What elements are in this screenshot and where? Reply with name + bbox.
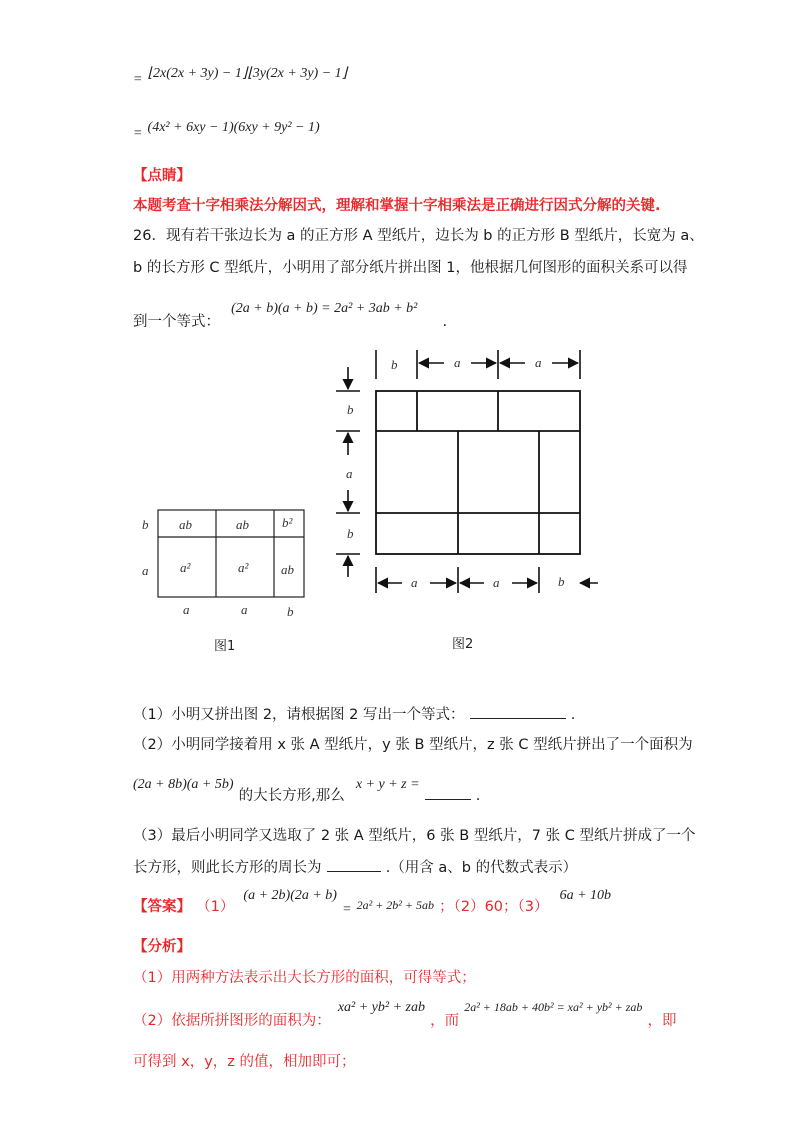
fig1-col-label-b: b <box>287 604 294 619</box>
analysis-line-3: 可得到 x，y，z 的值，相加即可； <box>133 1054 356 1070</box>
answer-1-expanded: 2a² + 2b² + 5ab <box>356 898 434 912</box>
answer-3-perimeter: 6a + 10b <box>559 888 612 903</box>
dianjing-heading: 【点睛】 <box>133 168 191 184</box>
sub-question-2-line-1: （2）小明同学接着用 x 张 A 型纸片，y 张 B 型纸片，z 张 C 型纸片拼出了一个面积为 <box>133 737 693 753</box>
equation-line-1 <box>133 62 347 88</box>
equation-line-2 <box>133 116 320 142</box>
fig2-top-label-a-1: a <box>454 355 461 370</box>
analysis-heading: 【分析】 <box>133 939 191 955</box>
answer-blank-3[interactable] <box>327 857 381 872</box>
answer-1-factored: (a + 2b)(2a + b) <box>243 888 337 903</box>
sub-question-3-line-1: （3）最后小明同学又选取了 2 张 A 型纸片，6 张 B 型纸片，7 张 C 型纸片拼成了一个 <box>133 828 696 844</box>
sum-expression: x + y + z = <box>355 777 420 792</box>
question-26-line-3-text: 到一个等式： <box>133 314 220 330</box>
question-26-line-2: b 的长方形 C 型纸片，小明用了部分纸片拼出图 1，他根据几何图形的面积关系可以得 <box>133 260 688 276</box>
sub-question-3-text: 长方形，则此长方形的周长为 <box>133 860 322 876</box>
fig1-row-label-b: b <box>142 517 149 532</box>
fig1-cell-b2: b² <box>282 515 293 530</box>
fig1-col-label-a-1: a <box>183 602 190 617</box>
factored-expression-1: ⌊2x(2x + 3y) − 1⌋⌊3y(2x + 3y) − 1⌋ <box>147 66 348 81</box>
answer-parts-2-3: ；（2）60；（3） <box>439 899 549 915</box>
area-identity: (2a + b)(a + b) = 2a² + 3ab + b² <box>231 301 418 316</box>
fig1-cell-ab-1: ab <box>179 517 192 532</box>
fig1-cell-a2-1: a² <box>180 560 191 575</box>
factored-expression-2: (4x² + 6xy − 1)(6xy + 9y² − 1) <box>147 120 320 135</box>
answer-part-1-label: （1） <box>196 899 235 915</box>
fig2-bottom-label-b: b <box>558 574 565 589</box>
fig2-left-label-b-2: b <box>347 526 354 541</box>
answer-heading: 【答案】 <box>133 899 191 915</box>
question-26-line-3 <box>133 296 448 330</box>
period: . <box>475 788 481 804</box>
equals-sign: = <box>133 126 143 141</box>
fig1-cell-a2-2: a² <box>238 560 249 575</box>
fig1-row-label-a: a <box>142 563 149 578</box>
figure-2 <box>330 345 610 605</box>
fig2-top-label-a-2: a <box>535 355 542 370</box>
fig2-top-label-b: b <box>391 357 398 372</box>
dianjing-body: 本题考查十字相乘法分解因式，理解和掌握十字相乘法是正确进行因式分解的关键. <box>133 198 661 214</box>
period: . <box>570 707 576 723</box>
figure-1-caption: 图1 <box>214 639 236 654</box>
fig2-bottom-label-a-2: a <box>493 575 500 590</box>
figure-1 <box>138 505 318 655</box>
equals-sign: = <box>133 72 143 87</box>
analysis-line-1: （1）用两种方法表示出大长方形的面积，可得等式； <box>133 970 476 986</box>
fig2-left-label-a: a <box>346 466 353 481</box>
sub-question-3-line-2 <box>133 856 577 877</box>
sub-question-1 <box>133 703 575 724</box>
period: . <box>442 314 448 330</box>
sub-question-1-text: （1）小明又拼出图 2，请根据图 2 写出一个等式： <box>133 707 465 723</box>
equals-sign: = <box>342 902 352 917</box>
answer-blank-2[interactable] <box>425 785 471 800</box>
fig2-left-label-b-1: b <box>347 402 354 417</box>
answer-line <box>133 883 612 917</box>
tile-area-expression: xa² + yb² + zab <box>337 1000 425 1015</box>
fig1-col-label-a-2: a <box>241 602 248 617</box>
analysis-line-2 <box>133 995 677 1029</box>
sub-question-2-text: 的大长方形,那么 <box>238 788 345 804</box>
analysis-connector-2: ，即 <box>647 1013 677 1029</box>
answer-blank-1[interactable] <box>470 704 566 719</box>
coefficient-equation: 2a² + 18ab + 40b² = xa² + yb² + zab <box>464 1000 643 1014</box>
question-26-line-1: 26．现有若干张边长为 a 的正方形 A 型纸片，边长为 b 的正方形 B 型纸片，长宽为 a、 <box>133 228 704 244</box>
figure-2-caption: 图2 <box>452 637 474 652</box>
fig1-cell-ab-2: ab <box>236 517 249 532</box>
sub-question-3-note: .（用含 a、b 的代数式表示） <box>385 860 578 876</box>
fig2-bottom-label-a-1: a <box>411 575 418 590</box>
analysis-connector: ，而 <box>430 1013 460 1029</box>
figure-2-drawing <box>330 345 610 605</box>
analysis-line-2-text: （2）依据所拼图形的面积为： <box>133 1013 331 1029</box>
sub-question-2-line-2 <box>133 772 481 804</box>
fig1-cell-ab-3: ab <box>281 562 294 577</box>
rectangle-area-expression: (2a + 8b)(a + 5b) <box>133 777 234 792</box>
